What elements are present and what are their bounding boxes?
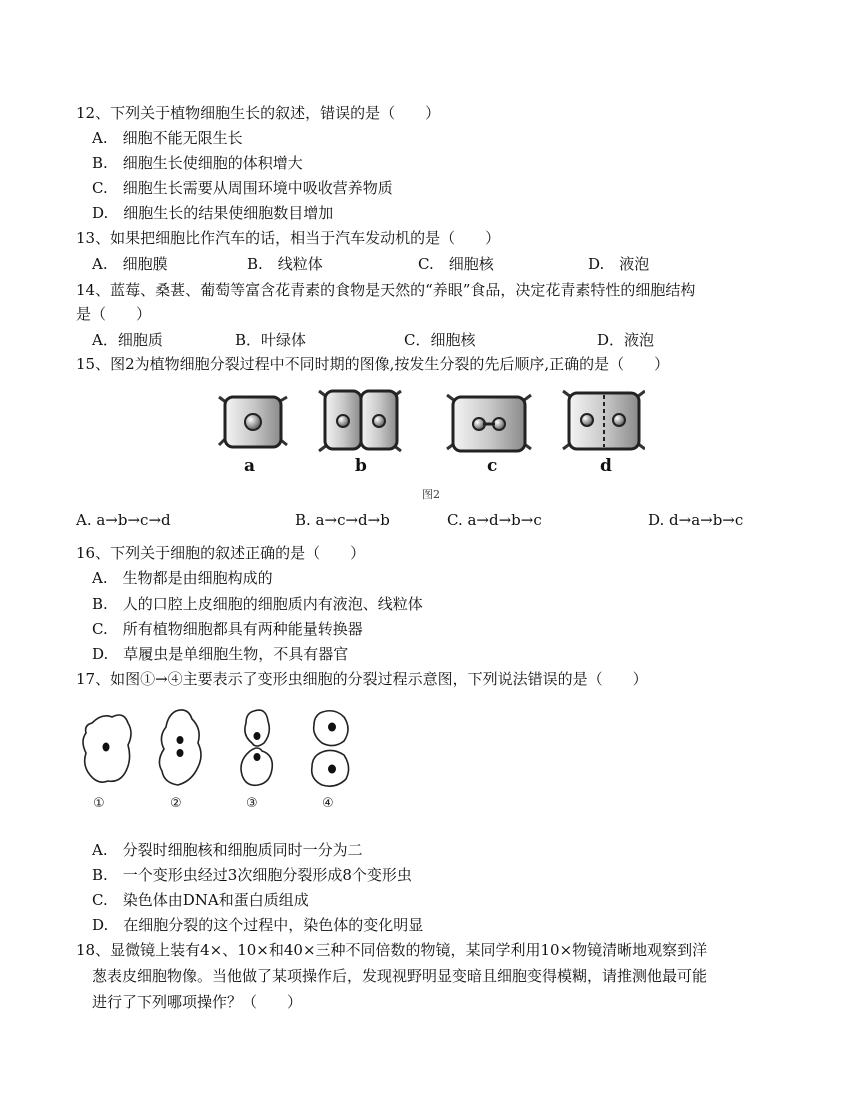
q13-stem: 13、如果把细胞比作汽车的话，相当于汽车发动机的是（ ） [76, 229, 501, 247]
figure2-caption: 图2 [422, 488, 440, 501]
q16-option-b: B. 人的口腔上皮细胞的细胞质内有液泡、线粒体 [92, 595, 423, 613]
q15-option-a: A. a→b→c→d [76, 511, 171, 529]
q16-stem: 16、下列关于细胞的叙述正确的是（ ） [76, 544, 366, 562]
q14-option-c: C．细胞核 [404, 331, 476, 349]
q16-option-a: A. 生物都是由细胞构成的 [92, 569, 273, 587]
q15-option-c: C. a→d→b→c [447, 511, 542, 529]
q16-option-d: D. 草履虫是单细胞生物，不具有器官 [92, 645, 349, 663]
cell-d [563, 391, 645, 449]
q13-option-b: B. 线粒体 [247, 255, 323, 273]
q14-option-b: B．叶绿体 [235, 331, 307, 349]
q16-option-c: C. 所有植物细胞都具有两种能量转换器 [92, 620, 363, 638]
q13-option-d: D. 液泡 [588, 255, 650, 273]
q13-option-c: C. 细胞核 [418, 255, 494, 273]
q12-stem: 12、下列关于植物细胞生长的叙述，错误的是（ ） [76, 104, 441, 122]
cell-a [219, 397, 287, 447]
q12-option-a: A. 细胞不能无限生长 [92, 129, 243, 147]
q12-option-c: C. 细胞生长需要从周围环境中吸收营养物质 [92, 179, 393, 197]
q15-stem: 15、图2为植物细胞分裂过程中不同时期的图像,按发生分裂的先后顺序,正确的是（ ） [76, 355, 670, 373]
q13-option-a: A. 细胞膜 [92, 255, 168, 273]
q17-option-a: A. 分裂时细胞核和细胞质同时一分为二 [92, 841, 363, 859]
q17-option-d: D. 在细胞分裂的这个过程中，染色体的变化明显 [92, 916, 424, 934]
amoeba-label-3: ③ [246, 796, 258, 811]
cell-b [319, 391, 401, 451]
q14-stem-line1: 14、蓝莓、桑葚、葡萄等富含花青素的食物是天然的“养眼”食品，决定花青素特性的细胞结构 [76, 281, 696, 299]
q15-option-d: D. d→a→b→c [648, 511, 744, 529]
amoeba-label-1: ① [93, 796, 105, 811]
q18-stem-line1: 18、显微镜上装有4×、10×和40×三种不同倍数的物镜，某同学利用10×物镜清晰地观察到洋 [76, 941, 708, 959]
q14-option-a: A．细胞质 [92, 331, 163, 349]
amoeba-division-figure [76, 705, 366, 800]
figure2-label-a: a [244, 456, 256, 476]
q12-option-b: B. 细胞生长使细胞的体积增大 [92, 154, 303, 172]
amoeba-stage-2 [159, 710, 201, 785]
cell-c [447, 395, 531, 451]
q17-option-c: C. 染色体由DNA和蛋白质组成 [92, 891, 309, 909]
q18-stem-line2: 葱表皮细胞物像。当他做了某项操作后，发现视野明显变暗且细胞变得模糊，请推测他最可能 [92, 967, 708, 985]
q17-stem: 17、如图①→④主要表示了变形虫细胞的分裂过程示意图，下列说法错误的是（ ） [76, 670, 648, 688]
q14-option-d: D．液泡 [597, 331, 655, 349]
amoeba-stage-3-top [245, 710, 269, 746]
figure2-label-c: c [487, 456, 498, 476]
figure2-label-b: b [355, 456, 367, 476]
q17-option-b: B. 一个变形虫经过3次细胞分裂形成8个变形虫 [92, 866, 412, 884]
amoeba-label-2: ② [170, 796, 182, 811]
figure2-label-d: d [600, 456, 612, 476]
amoeba-label-4: ④ [322, 796, 334, 811]
q14-stem-line2: 是（ ） [76, 305, 152, 323]
q12-option-d: D. 细胞生长的结果使细胞数目增加 [92, 204, 334, 222]
q15-option-b: B. a→c→d→b [295, 511, 390, 529]
q18-stem-line3: 进行了下列哪项操作？（ ） [92, 993, 303, 1011]
plant-cell-division-figure [215, 385, 645, 485]
